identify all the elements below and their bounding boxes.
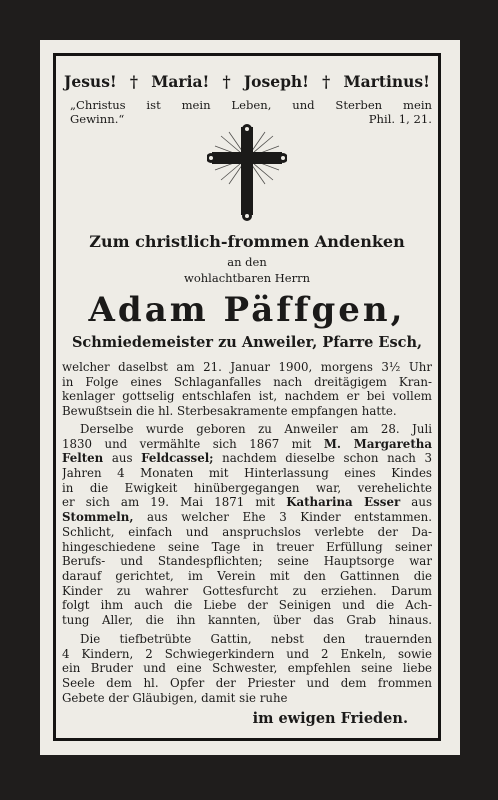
invocation-cross-3: †: [322, 72, 331, 91]
heading-an: an den: [227, 255, 267, 269]
text-segment: aus: [400, 495, 432, 510]
text-line: 4 Kindern, 2 Schwiegerkindern und 2 Enkeln, sowie: [62, 646, 432, 661]
motto-reference: Phil. 1, 21.: [368, 112, 432, 126]
text-line: ein Bruder und eine Schwester, empfehlen seine liebe: [62, 661, 432, 676]
text-line: [62, 510, 432, 525]
motto-line-1: „Christus ist mein Leben, und Sterben mein: [70, 98, 432, 112]
text-line: Die tiefbetrübte Gattin, nebst den trauernden: [80, 632, 432, 646]
text-line: kenlager gottselig entschlafen ist, nachdem er bei vollem: [62, 389, 432, 404]
text-line: Jahren 4 Monaten mit Hinterlassung eines Kindes: [62, 466, 432, 481]
closing-phrase: im ewigen Frieden.: [252, 710, 408, 727]
death-paragraph: [62, 360, 432, 419]
invocation-maria: Maria!: [151, 72, 210, 91]
text-line: [62, 495, 432, 510]
text-line: Kinder zu wahrer Gottesfurcht zu erziehen. Darum: [62, 583, 432, 598]
motto-text-end: Gewinn.“: [70, 112, 125, 126]
text-segment: aus: [103, 451, 142, 466]
invocation-cross-1: †: [129, 72, 139, 91]
text-line: Derselbe wurde geboren zu Anweiler am 28. Juli: [80, 422, 432, 436]
text-line: Schlicht, einfach und anspruchslos verlebte der Da-: [62, 524, 432, 539]
text-line: Berufs- und Standespflichten; seine Hauptsorge war: [62, 554, 432, 569]
cross-icon: [207, 124, 287, 224]
invocation-martinus: Martinus!: [343, 72, 430, 91]
place-feldcassel: Feldcassel;: [141, 451, 214, 466]
invocation-line: [62, 72, 432, 91]
text-line: tung Aller, die ihn kannten, über das Grab hinaus.: [62, 612, 432, 627]
deceased-name: Adam Päffgen,: [88, 290, 406, 330]
heading-memory: Zum christlich-frommen Andenken: [89, 232, 405, 251]
text-line: hingeschiedene seine Tage in treuer Erfüllung seiner: [62, 539, 432, 554]
wife-name-2: Katharina Esser: [286, 495, 401, 510]
text-line: Gebete der Gläubigen, damit sie ruhe: [62, 690, 288, 705]
cross-emblem: [62, 124, 432, 224]
text-line: Seele dem hl. Opfer der Priester und dem frommen: [62, 676, 432, 691]
text-segment: er sich am 19. Mai 1871 mit: [62, 495, 287, 510]
text-line: in Folge eines Schlaganfalles nach dreitägigem Kran-: [62, 374, 432, 389]
text-line: [62, 437, 432, 452]
invocation-cross-2: †: [222, 72, 231, 91]
text-segment: aus welcher Ehe 3 Kinder entstammen.: [133, 510, 432, 525]
wife-surname-1: Felten: [62, 451, 104, 466]
text-line: folgt ihm auch die Liebe der Seinigen und die Ach-: [62, 598, 432, 613]
text-line: Bewußtsein die hl. Sterbesakramente empfangen hatte.: [62, 404, 397, 419]
text-line: darauf gerichtet, im Verein mit den Gattinnen die: [62, 568, 432, 583]
biography-paragraph: [62, 422, 432, 628]
invocation-joseph: Joseph!: [243, 72, 309, 91]
text-line: in die Ewigkeit hinübergegangen war, verehelichte: [62, 480, 432, 495]
deceased-profession: Schmiedemeister zu Anweiler, Pfarre Esch,: [71, 334, 423, 351]
text-segment: 1830 und vermählte sich 1867 mit: [62, 436, 324, 451]
wife-name-1: M. Margaretha: [323, 436, 432, 451]
text-segment: nachdem dieselbe schon nach 3: [213, 451, 432, 466]
card-content: [62, 62, 432, 732]
heading-honor: wohlachtbaren Herrn: [184, 271, 310, 285]
text-line: [62, 451, 432, 466]
place-stommeln: Stommeln,: [62, 510, 134, 525]
family-paragraph: [62, 632, 432, 705]
text-line: welcher daselbst am 21. Januar 1900, morgens 3½ Uhr: [62, 360, 432, 374]
invocation-jesus: Jesus!: [64, 72, 117, 91]
